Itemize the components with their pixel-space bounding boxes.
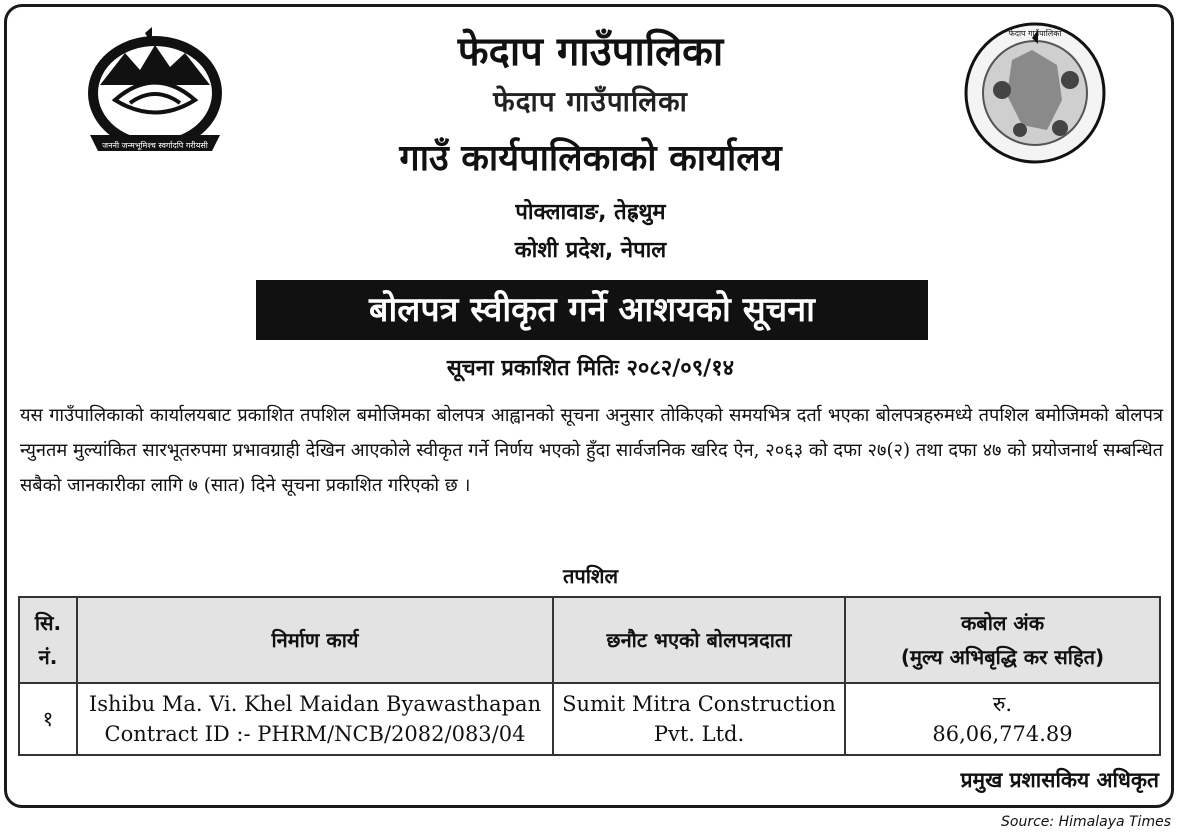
cell-amount	[845, 683, 1160, 755]
bidder-name-line2: Pvt. Ltd.	[653, 722, 745, 746]
office-title: गाउँ कार्यपालिकाको कार्यालय	[399, 138, 782, 179]
contract-id: Contract ID :- PHRM/NCB/2082/083/04	[104, 722, 526, 746]
amount-value: 86,06,774.89	[932, 722, 1073, 746]
stylized-subtitle: फेदाप गाउँपालिका	[493, 85, 688, 118]
details-heading: तपशिल	[562, 564, 619, 588]
header-amount-line1: कबोल अंक	[960, 611, 1045, 635]
municipality-title: फेदाप गाउँपालिका	[457, 29, 724, 75]
source-credit: Source: Himalaya Times	[1001, 814, 1171, 830]
header-amount-line2: (मुल्य अभिबृद्धि कर सहित)	[900, 645, 1105, 669]
cell-work	[77, 683, 553, 755]
signatory-title: प्रमुख प्रशासकिय अधिकृत	[960, 768, 1159, 792]
work-name: Ishibu Ma. Vi. Khel Maidan Byawasthapan	[88, 692, 542, 716]
emblem-motto: जननी जन्मभूमिश्च स्वर्गादपि गरीयसी	[102, 141, 208, 150]
bidder-name-line1: Sumit Mitra Construction	[562, 692, 836, 716]
address-line-2: कोशी प्रदेश, नेपाल	[514, 238, 667, 263]
bid-table	[18, 596, 1161, 756]
notice-body: यस गाउँपालिकाको कार्यालयबाट प्रकाशित तपशिल बमोजिमका बोलपत्र आह्वानको सूचना अनुसार तोकिएको समयभित्र दर्ता भएका बोलपत्रहरुमध्ये तपशिल बमोजिमको बोलपत्र न्युनतम मुल्यांकित सारभूतरुपमा प्रभावग्राही देखिन आएकोले स्वीकृत गर्ने निर्णय भएको हुँदा सार्वजनिक खरिद ऐन, २०६३ को दफा २७(२) तथा दफा ४७ को प्रयोजनार्थ सम्बन्धित सबैको जानकारीका लागि ७ (सात) दिने सूचना प्रकाशित गरिएको छ ।	[20, 405, 1164, 496]
header-amount	[845, 597, 1160, 683]
cell-sn: १	[19, 683, 77, 755]
amount-prefix: रु.	[992, 692, 1013, 716]
header-work: निर्माण कार्य	[77, 597, 553, 683]
cell-bidder	[553, 683, 845, 755]
table-row	[19, 683, 1160, 755]
published-date: सूचना प्रकाशित मितिः २०८२/०९/१४	[446, 356, 735, 381]
address-line-1: पोक्लावाङ, तेह्रथुम	[515, 200, 666, 225]
table-header-row	[19, 597, 1160, 683]
notice-title: बोलपत्र स्वीकृत गर्ने आशयको सूचना	[256, 280, 928, 340]
header-bidder: छनौट भएको बोलपत्रदाता	[553, 597, 845, 683]
seal-text: फेदाप गाउँपालिका	[1008, 29, 1062, 38]
header-sn: सि. नं.	[19, 597, 77, 683]
